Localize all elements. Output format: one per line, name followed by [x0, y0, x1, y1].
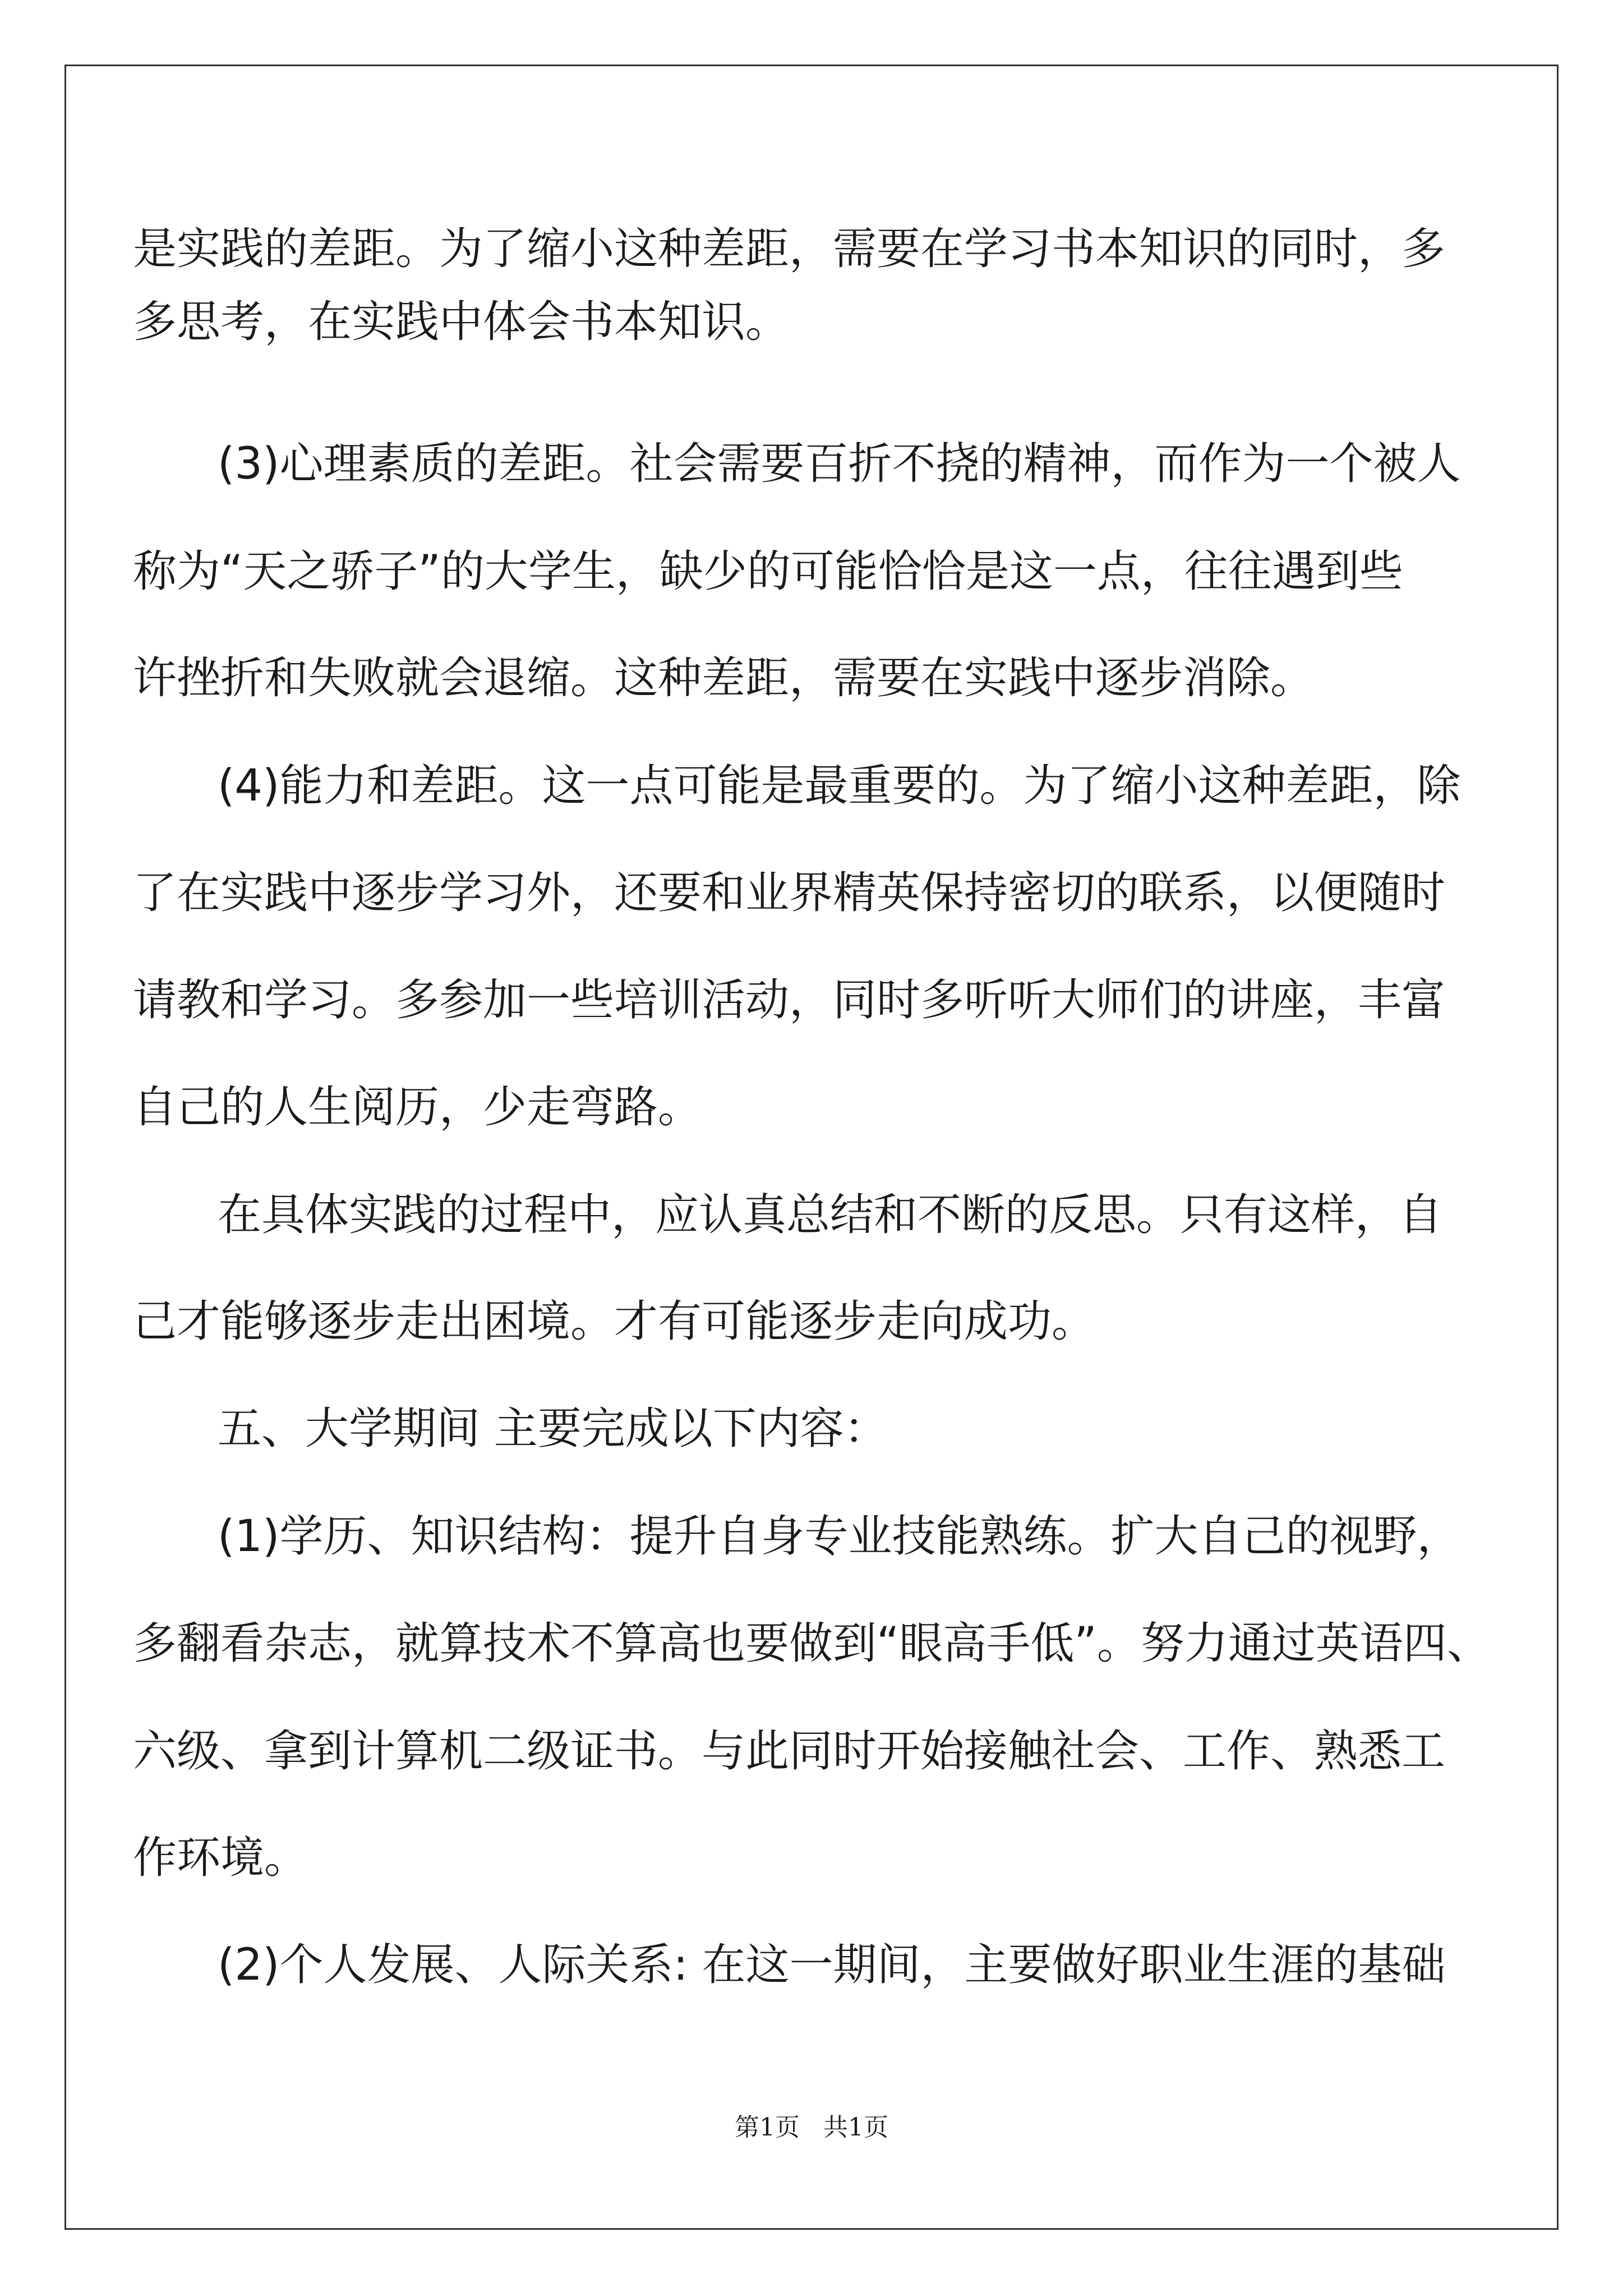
- text-line: 己才能够逐步走出困境。才有可能逐步走向成功。: [133, 1296, 1096, 1347]
- text-line: 称为“天之骄子”的大学生，缺少的可能恰恰是这一点，往往遇到些: [133, 546, 1403, 597]
- text-line: 了在实践中逐步学习外，还要和业界精英保持密切的联系，以便随时: [133, 868, 1446, 918]
- text-line: 请教和学习。多参加一些培训活动，同时多听听大师们的讲座，丰富: [133, 975, 1446, 1025]
- section-heading: 五、大学期间 主要完成以下内容：: [218, 1404, 888, 1454]
- text-line: 是实践的差距。为了缩小这种差距，需要在学习书本知识的同时，多: [133, 224, 1446, 274]
- text-line: 许挫折和失败就会退缩。这种差距，需要在实践中逐步消除。: [133, 653, 1315, 703]
- page-border: [64, 65, 1559, 2230]
- paragraph-first-line: (4)能力和差距。这一点可能是最重要的。为了缩小这种差距，除: [218, 761, 1461, 811]
- paragraph-first-line: 在具体实践的过程中，应认真总结和不断的反思。只有这样，自: [218, 1190, 1443, 1240]
- text-line: 多翻看杂志，就算技术不算高也要做到“眼高手低”。努力通过英语四、: [133, 1618, 1491, 1669]
- page-number-current: 第1页: [735, 2113, 800, 2142]
- page-number-total: 共1页: [823, 2113, 888, 2142]
- paragraph-first-line: (1)学历、知识结构：提升自身专业技能熟练。扩大自己的视野，: [218, 1511, 1461, 1562]
- paragraph-first-line: (3)心理素质的差距。社会需要百折不挠的精神，而作为一个被人: [218, 439, 1461, 489]
- page-footer: [0, 2107, 1623, 2143]
- text-line: 自己的人生阅历，少走弯路。: [133, 1082, 702, 1133]
- text-line: 作环境。: [133, 1833, 308, 1883]
- text-line: 六级、拿到计算机二级证书。与此同时开始接触社会、工作、熟悉工: [133, 1726, 1446, 1777]
- text-line: 多思考，在实践中体会书本知识。: [133, 297, 790, 347]
- paragraph-first-line: (2)个人发展、人际关系: 在这一期间，主要做好职业生涯的基础: [218, 1940, 1446, 1990]
